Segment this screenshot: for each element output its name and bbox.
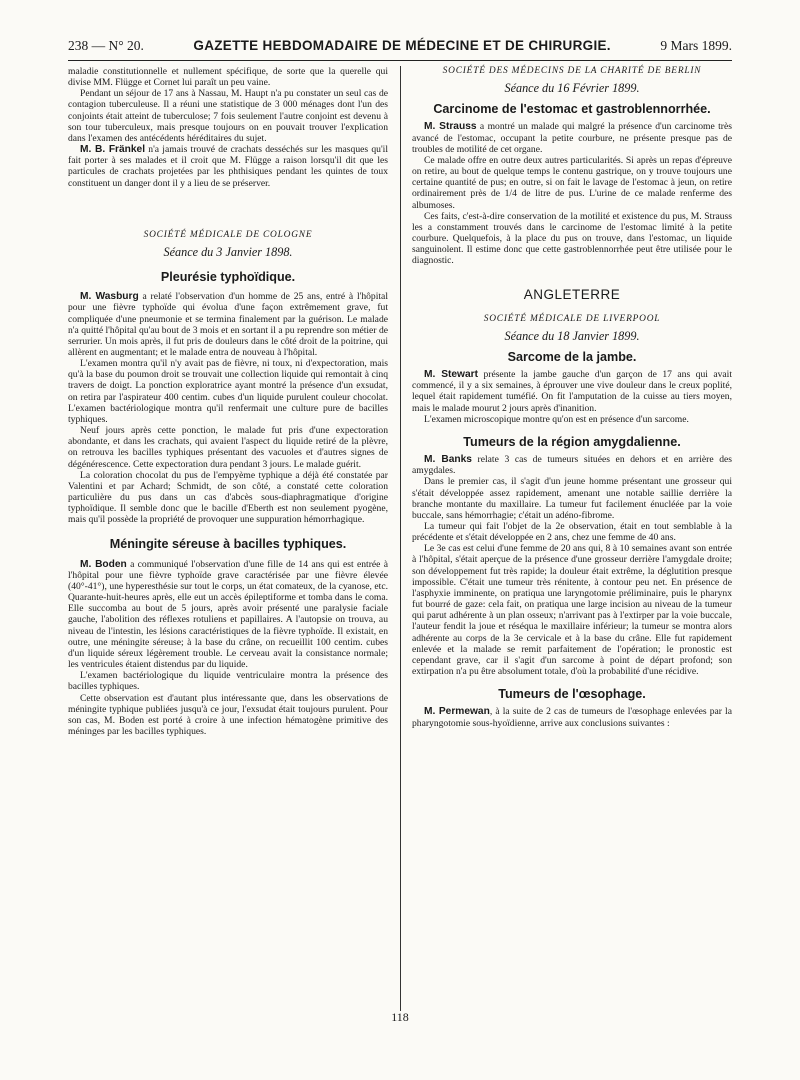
section-title: Tumeurs de la région amygdalienne.	[463, 434, 681, 449]
speaker-name: M. Strauss	[424, 121, 477, 133]
section-title: Carcinome de l'estomac et gastroblennorrhée.	[433, 102, 711, 117]
left-column	[68, 66, 388, 737]
paragraph-text: a relaté l'observation d'un homme de 25 ans, entré à l'hôpital pour une fièvre typhoïde qui évolua d'une façon extrêmement grave, fut compliquée d'une pneumonie et se termina finalement par la guérison. Le malade n'a quitté l'hôpital qu'au bout de 3 mois et en sortant il a pu reprendre son métier de serrurier. Un mois après, il fut pris de douleurs dans le côté droit de la poitrine, qui allèrent en augmentant; et le malade entra de nouveau à l'hôpital.	[68, 291, 388, 358]
speaker-name: M. Banks	[424, 454, 472, 466]
paragraph: Le 3e cas est celui d'une femme de 20 ans qui, 8 à 10 semaines avant son entrée à l'hôpital, s'était aperçue de la présence d'une grosseur derrière l'amygdale droite; son développement fut très rapide; la douleur était extrême, la déglutition presque impossible. C'était une tumeur très rénitente, à contour peu net. En présence de l'asphyxie imminente, on pratiqua une laryngotomie préliminaire, puis le pharynx fut bourré de gaze: cela fait, on pratiqua une large incision au niveau de la tumeur qui parut adhérente à un plan osseux; n'arrivant pas à l'extirper par la voie buccale, l'auteur fendit la joue et réséqua le maxillaire inférieur; la tumeur se montra alors adhérente au corps de la 3e cervicale et à la base du crâne. Elle fut rapidement enlevée et la malade se remit parfaitement de l'opération; le pronostic est cependant grave, car il s'agit d'un sarcome à point de départ profond; son extirpation n'a pu être absolument totale, d'où la probabilité d'une récidive.	[412, 543, 732, 678]
session-date: Séance du 18 Janvier 1899.	[504, 328, 640, 343]
speaker-name: M. B. Fränkel	[80, 144, 146, 156]
page-folio: 238 — N° 20.	[68, 38, 144, 53]
paragraph: Ce malade offre en outre deux autres particularités. Si après un repas d'épreuve on retire, au bout de quelque temps le contenu gastrique, on y trouve toujours une certaine quantité de pus; en outre, si on fait le lavage de l'estomac à jeun, on retire ordinairement près de 1/4 de litre de pus. L'urine de ce malade renferme des albumoses.	[412, 154, 732, 211]
paragraph-text: , à la suite de 2 cas de tumeurs de l'œsophage enlevées par la pharyngotomie sous-hyoïdienne, arrive aux conclusions suivantes :	[412, 706, 732, 729]
section-title: Méningite séreuse à bacilles typhiques.	[109, 537, 347, 552]
session-date: Séance du 16 Février 1899.	[504, 81, 640, 96]
paragraph	[68, 144, 388, 189]
paragraph-text: a montré un malade qui malgré la présence d'un carcinome très avancé de l'estomac, occupant la petite courbure, ne présente presque pas de troubles de motilité de cet organe.	[412, 121, 732, 155]
session-date: Séance du 3 Janvier 1898.	[163, 244, 293, 259]
paragraph: maladie constitutionnelle et nullement spécifique, de sorte que la querelle qui divise MM. Flügge et Cornet lui paraît un peu vaine.	[68, 66, 388, 89]
paragraph: La coloration chocolat du pus de l'empyème typhique a déjà été constatée par Valentini et par Achard; Schmidt, de son côté, a constaté cette coloration particulière du pus dans un cas d'abcès sous-diaphragmatique d'origine typhoïdique. Il semble donc que le bacille d'Eberth est non seulement pyogène, mais qu'il possède la propriété de provoquer une suppuration hémorrhagique.	[68, 469, 388, 526]
speaker-name: M. Boden	[80, 558, 127, 570]
page-number: 118	[391, 1010, 409, 1024]
speaker-name: M. Wasburg	[80, 291, 139, 303]
right-column	[412, 66, 732, 729]
section-title: Pleurésie typhoïdique.	[160, 270, 296, 285]
issue-date: 9 Mars 1899.	[660, 38, 732, 53]
speaker-name: M. Stewart	[424, 369, 478, 381]
section-title: Sarcome de la jambe.	[507, 349, 637, 364]
paragraph: Pendant un séjour de 17 ans à Nassau, M. Haupt n'a pu constater un seul cas de contagion tuberculeuse. Il a réuni une statistique de 3 000 ménages dont l'un des conjoints était atteint de tuberculose; 7 fois seulement l'autre conjoint est devenu à son tour tuberculeux, mais presque toujours on en pouvait trouver l'explication dans l'examen des antécédents héréditaires du sujet.	[68, 88, 388, 144]
paragraph	[412, 454, 732, 476]
journal-title: GAZETTE HEBDOMADAIRE DE MÉDECINE ET DE CHIRURGIE.	[193, 38, 611, 53]
paragraph: Dans le premier cas, il s'agit d'un jeune homme présentant une grosseur qui s'était développée assez rapidement, amenant une notable saillie derrière la branche montante du maxillaire. La tumeur fut facilement énucléée par la voie buccale, sans hémorrhagie; c'était un adéno-fibrome.	[412, 476, 732, 521]
paragraph: L'examen montra qu'il n'y avait pas de fièvre, ni toux, ni d'expectoration, mais qu'à la base du poumon droit se trouvait une collection liquide qui remontait à cinq travers de doigt. La ponction exploratrice ayant montré la présence d'un exsudat, on retira par l'aspirateur 400 centim. cubes d'un liquide purulent couleur chocolat. L'examen bactériologique montra qu'il renfermait une culture pure de bacilles typhiques.	[68, 358, 388, 425]
speaker-name: M. Permewan	[424, 706, 490, 718]
paragraph	[412, 706, 732, 728]
paragraph-text: a communiqué l'observation d'une fille de 14 ans qui est entrée à l'hôpital pour une fièvre typhoïde grave caractérisée par une fièvre élevée (40°-41°), une hyperesthésie sur tout le corps, un état comateux, de la cyanose, etc. Quarante-huit-heures après, elle eut un accès épileptiforme et tomba dans le coma. Elle succomba au bout de 5 jours, après avoir présenté une paralysie faciale gauche, l'abolition des réflexes rotuliens et papillaires. A l'autopsie on trouva, au niveau de l'intestin, les lésions caractéristiques de la fièvre typhoïde. Il existait, en outre, une méningite séreuse; à la base du crâne, on recueillit 100 centim. cubes d'un liquide séreux légèrement trouble. Le cerveau avait la consistance normale; les ventricules étaient distendus par du liquide.	[68, 558, 388, 671]
society-heading: SOCIÉTÉ MÉDICALE DE LIVERPOOL	[483, 313, 661, 324]
paragraph: L'examen microscopique montre qu'on est en présence d'un sarcome.	[424, 413, 689, 425]
country-heading: ANGLETERRE	[523, 286, 621, 302]
paragraph: Ces faits, c'est-à-dire conservation de la motilité et existence du pus, M. Strauss les a constamment trouvés dans le carcinome de l'estomac limité à la petite courbure. Quelquefois, à la place du pus on trouve, dans l'estomac, un liquide sanguinolent. Il estime donc que cette gastroblennorrhée peut être utilisée pour le diagnostic.	[412, 210, 732, 267]
page-header	[68, 38, 732, 61]
paragraph	[412, 121, 732, 154]
paragraph: L'examen bactériologique du liquide ventriculaire montra la présence des bacilles typhiques.	[68, 670, 388, 693]
paragraph-text: n'a jamais trouvé de crachats desséchés sur les masques qu'il fait porter à ses malades et il croit que M. Flügge a raison lorsqu'il dit que les particules de crachats projetées par les phthisiques pendant les quintes de toux constituent un danger dont il y a lieu de se préserver.	[68, 144, 389, 189]
paragraph: La tumeur qui fait l'objet de la 2e observation, était en tout semblable à la précédente et s'était développée en 2 ans, chez une femme de 40 ans.	[412, 521, 732, 544]
paragraph: Cette observation est d'autant plus intéressante que, dans les observations de méningite typhique publiées jusqu'à ce jour, l'exsudat était toujours purulent. Pour son cas, M. Boden est porté à croire à une infection hématogène primitive des méninges par les bacilles typhiques.	[68, 692, 388, 737]
paragraph-text: relate 3 cas de tumeurs situées en dehors et en arrière des amygdales.	[412, 454, 732, 477]
paragraph	[68, 291, 388, 358]
society-heading: SOCIÉTÉ MÉDICALE DE COLOGNE	[143, 229, 313, 240]
section-title: Tumeurs de l'œsophage.	[498, 687, 646, 702]
society-heading: SOCIÉTÉ DES MÉDECINS DE LA CHARITÉ DE BERLIN	[442, 66, 702, 76]
paragraph-text: présente la jambe gauche d'un garçon de 17 ans qui avait commencé, il y a six semaines, à éprouver une vive douleur dans le creux poplité, lequel était rapidement tuméfié. On fit l'amputation de la cuisse au tiers moyen, mais le malade mourut 2 jours après d'inanition.	[412, 369, 732, 414]
paragraph	[412, 369, 732, 414]
paragraph: Neuf jours après cette ponction, le malade fut pris d'une expectoration abondante, et dans les crachats, qui avaient l'aspect du liquide retiré de la plèvre, on retrouva les bacilles typhiques présentant des vacuoles et d'autres signes de dégénérescence. Cette expectoration dura pendant 3 jours. Le malade guérit.	[68, 425, 388, 470]
paragraph	[68, 559, 388, 671]
column-divider	[400, 66, 401, 1011]
